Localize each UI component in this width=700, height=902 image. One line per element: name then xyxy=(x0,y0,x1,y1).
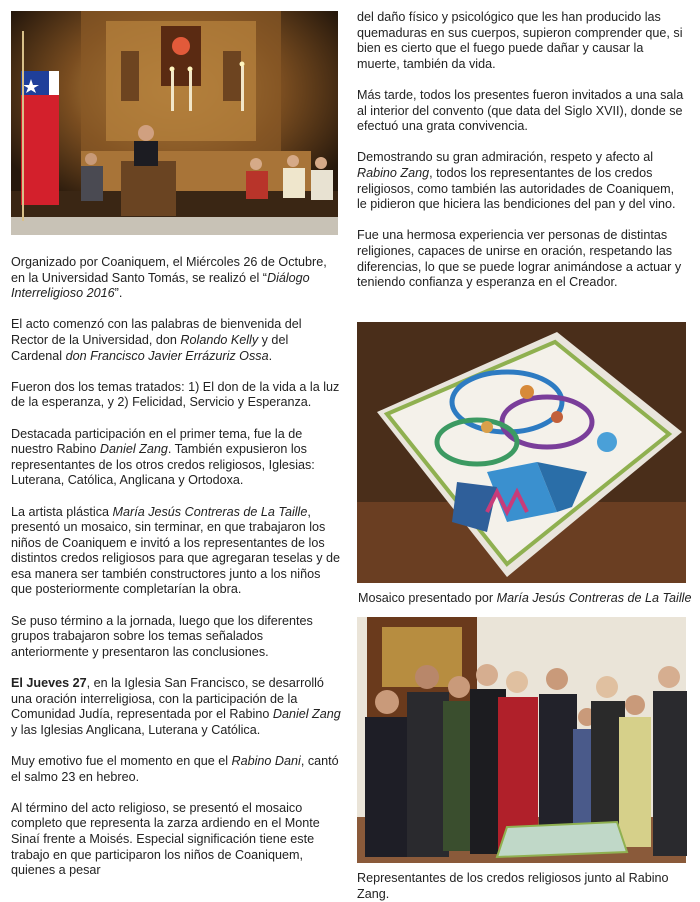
paragraph-run: , todos los representantes de los credos religiosos, como también las autoridades de Coaniquem, le pidieron que hiciera las bendiciones del pan y del vino. xyxy=(357,165,676,212)
paragraph xyxy=(11,255,341,302)
paragraph xyxy=(357,88,687,135)
paragraph-run: María Jesús Contreras de La Taille xyxy=(112,504,308,519)
paragraph-run: Fue una hermosa experiencia ver personas de distintas religiones, capaces de unirse en oración, respetando las diferencias, lo que se puede lograr animándose a actuar y teniendo confianza y esperanza en el Creador. xyxy=(357,228,682,290)
church-illustration xyxy=(11,11,338,235)
mosaic-caption xyxy=(358,591,691,607)
paragraph-run: , cantó el salmo 23 en hebreo. xyxy=(11,754,339,784)
paragraph-run: La artista plástica xyxy=(11,504,113,519)
paragraph xyxy=(357,150,687,212)
paragraph-run: Daniel Zang xyxy=(99,442,168,457)
paragraph-run: Fueron dos los temas tratados: 1) El don de la vida a la luz de la esperanza, y 2) Felicidad, Servicio y Esperanza. xyxy=(11,379,340,410)
paragraph xyxy=(11,380,341,411)
mosaic-illustration xyxy=(357,322,686,583)
paragraph-run: Diálogo Interreligioso 2016 xyxy=(11,270,310,301)
paragraph-run: Destacada participación en el primer tema, fue la de nuestro Rabino xyxy=(11,426,303,457)
paragraph xyxy=(11,317,341,364)
paragraph-run: Se puso término a la jornada, luego que los diferentes grupos trabajaron sobre los temas señalados anteriormente y presentaron las conclusiones. xyxy=(11,613,313,659)
photo-mosaic xyxy=(357,322,686,583)
paragraph xyxy=(357,10,687,72)
paragraph-run: don Francisco Javier Errázuriz Ossa xyxy=(65,348,269,363)
paragraph-run: Al término del acto religioso, se presentó el mosaico completo que representa la zarza ardiendo en el Monte Sinaí frente a Moisés. Especial significación tiene este trabajo en que participaron los niños de Coaniquem, quienes a pesar xyxy=(11,800,320,878)
mosaic-caption-prefix: Mosaico presentado por xyxy=(358,591,497,605)
left-column xyxy=(11,255,341,894)
paragraph xyxy=(11,505,341,599)
paragraph-run: . xyxy=(268,348,273,363)
photo-group xyxy=(357,617,686,863)
paragraph-run: El acto comenzó con las palabras de bienvenida del Rector de la Universidad, don xyxy=(11,317,302,347)
right-article-text xyxy=(357,10,687,291)
paragraph xyxy=(11,754,341,785)
paragraph-run: Más tarde, todos los presentes fueron invitados a una sala al interior del convento (que data del Siglo XVII), donde se efectuó una grata convivencia. xyxy=(357,87,684,134)
paragraph-run: y del Cardenal xyxy=(11,332,289,363)
paragraph-run: Demostrando su gran admiración, respeto y afecto al xyxy=(357,150,654,165)
paragraph xyxy=(11,427,341,489)
paragraph-run: Rabino Dani xyxy=(231,754,301,768)
paragraph xyxy=(357,228,687,290)
mosaic-caption-artist: María Jesús Contreras de La Taille xyxy=(496,591,692,605)
paragraph-run: Muy emotivo fue el momento en que el xyxy=(11,754,232,768)
group-illustration xyxy=(357,617,686,863)
group-caption: Representantes de los credos religiosos junto al Rabino Zang. xyxy=(357,871,669,901)
paragraph-run: Rolando Kelly xyxy=(180,332,259,347)
paragraph-run: y las Iglesias Anglicana, Luterana y Católica. xyxy=(11,722,261,737)
paragraph-run: . También expusieron los representantes de los otros credos religiosos, Iglesias: Luterana, Católica, Anglicana y Ortodoxa. xyxy=(11,442,315,488)
paragraph xyxy=(11,801,341,879)
paragraph-run: El Jueves 27 xyxy=(11,676,87,691)
paragraph-run: , en la Iglesia San Francisco, se desarrolló una oración interreligiosa, con la participación de la Comunidad Judía, representada por el Rabino xyxy=(11,676,324,722)
paragraph-run: , presentó un mosaico, sin terminar, en que trabajaron los niños de Coaniquem e invitó a los representantes de los distintos credos religiosos para que agregaran teselas y de esa manera ser también constructores junto a los niños que posteriormente completarían la obra. xyxy=(11,504,341,597)
photo-church-event xyxy=(11,11,338,235)
paragraph-run: Daniel Zang xyxy=(272,707,341,722)
paragraph-run: Rabino Zang xyxy=(357,165,430,180)
right-column xyxy=(357,10,687,306)
paragraph xyxy=(11,614,341,661)
paragraph-run: ”. xyxy=(114,286,123,301)
left-article-text xyxy=(11,255,341,879)
paragraph xyxy=(11,676,341,738)
paragraph-run: del daño físico y psicológico que les han producido las quemaduras en sus cuerpos, supieron comprender que, si bien es cierto que el fuego puede dañar y causar la muerte, también da vida. xyxy=(357,10,683,71)
paragraph-run: Organizado por Coaniquem, el Miércoles 26 de Octubre, en la Universidad Santo Tomás, se realizó el “ xyxy=(11,255,327,285)
